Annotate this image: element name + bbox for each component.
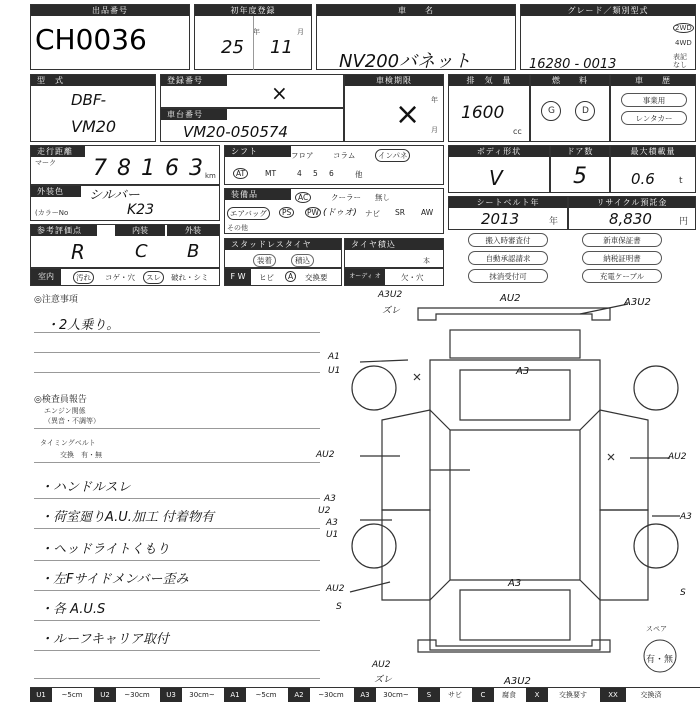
report-line-6: ・ルーフキャリア取付 (40, 632, 169, 647)
lot-label: 出品番号 (31, 5, 189, 16)
legend-code-a2: A2 (288, 688, 310, 702)
fw-box (224, 268, 342, 286)
report-rule-2 (34, 528, 320, 529)
report-rule-5 (34, 620, 320, 621)
mark-cross-1 (414, 374, 420, 380)
recycle-box (568, 196, 696, 230)
doors-box (550, 145, 610, 193)
report-rule-1 (34, 498, 320, 499)
inspection-label: 車検期限 (345, 75, 443, 86)
report-rule-7 (34, 678, 320, 679)
equip-navi: ナビ (365, 209, 380, 218)
doc-warranty: 新車保証書 (582, 233, 662, 247)
diag-mark-1: A3U2 (378, 290, 403, 300)
diag-mark-15: A3 (508, 578, 522, 589)
tire-load-unit: 本 (423, 257, 430, 265)
drive-none: 表記なし (673, 53, 687, 69)
equip-tv-annot: (ドゥオ) (323, 208, 357, 218)
belt-box (448, 196, 568, 230)
wheel-rr (634, 524, 678, 568)
report-line-1: ・ハンドルスレ (40, 480, 131, 495)
legend-code-xx: XX (600, 688, 626, 702)
diag-mark-13: U1 (326, 530, 339, 540)
shift-box (224, 145, 444, 185)
shift-mt: MT (265, 169, 277, 178)
grade-value: 16280 - 0013 (529, 57, 617, 72)
engine-label: エンジン関係 (44, 407, 86, 415)
fuel-label: 燃 料 (531, 75, 609, 86)
fuel-d: D (582, 106, 589, 116)
capacity-box (610, 145, 696, 193)
spare-label: スペア (646, 625, 667, 633)
doc-tax-cert: 納税証明書 (582, 251, 662, 265)
mileage-label: 走行距離 (31, 146, 85, 157)
diag-mark-12: A3 (326, 518, 338, 528)
timing-sub: 交換 有・無 (60, 451, 102, 459)
divider (253, 16, 254, 70)
shift-panel: インパネ (375, 149, 410, 162)
capacity-unit: t (679, 176, 683, 186)
mileage-mark: マーク (35, 159, 56, 167)
report-line-4: ・左Fサイドメンバー歪み (40, 572, 189, 587)
drive-2wd: 2WD (675, 24, 692, 32)
fw-opt2: A (285, 271, 296, 282)
shift-floor: フロア (291, 151, 314, 160)
audio-opts: 欠・穴 (401, 273, 424, 282)
shift-gear-5: 5 (313, 169, 318, 178)
right-side-upper (600, 410, 648, 510)
reg-no-label: 登録番号 (161, 75, 227, 86)
diag-mark-20: ズレ (374, 675, 393, 685)
legend-desc-x: 交換要す (559, 691, 587, 699)
shift-at: AT (233, 168, 248, 179)
studless-opt1: 装着 (253, 254, 276, 267)
chassis-label: 車台番号 (161, 109, 227, 120)
studless-box (224, 238, 342, 268)
model-line1: DBF- (71, 91, 107, 109)
history-rental: レンタカー (621, 111, 687, 125)
legend-code-x: X (526, 688, 548, 702)
fuel-box (530, 74, 610, 142)
equip-other-label: その他 (227, 224, 248, 232)
chassis-box (160, 108, 344, 142)
wheel-fr (634, 366, 678, 410)
studless-label: スタッドレスタイヤ (225, 239, 341, 250)
diag-mark-21: A3U2 (504, 676, 531, 687)
left-side-lower (382, 510, 430, 600)
model-line2: VM20 (71, 117, 117, 136)
equip-ps: PS (279, 207, 294, 218)
left-side-upper (382, 410, 430, 510)
fw-label: F W (225, 269, 251, 285)
color-value: シルバー (89, 188, 140, 203)
car-name-label: 車 名 (317, 5, 515, 16)
displacement-box (448, 74, 530, 142)
right-side-lower (600, 510, 648, 600)
legend-code-u1: U1 (30, 688, 52, 702)
studless-opt2: 積込 (291, 254, 314, 267)
grade-box (520, 4, 696, 70)
color-code-label: (カラーNo (35, 209, 69, 217)
drive-4wd: 4WD (675, 39, 692, 47)
mileage-digit-3: 1 (141, 156, 155, 181)
room-scuff: スレ (143, 271, 164, 284)
displacement-label: 排 気 量 (449, 75, 529, 86)
body-outline (430, 360, 600, 650)
interior-header: 内装 (115, 225, 165, 236)
wheel-rl (352, 524, 396, 568)
legend-desc-a2: ~30cm (318, 691, 344, 699)
vehicle-diagram (330, 290, 700, 686)
diag-mark-9: AU2 (668, 452, 687, 462)
reg-no-value: × (271, 81, 288, 105)
diag-mark-16: AU2 (326, 584, 345, 594)
inspection-value: × (395, 97, 421, 132)
score-overall: R (71, 240, 85, 264)
insp-year-unit: 年 (431, 96, 438, 104)
mileage-digit-2: 8 (117, 156, 131, 181)
diag-mark-6: U1 (328, 366, 341, 376)
report-line-5: ・各 A.U.S (40, 602, 106, 617)
mileage-digit-4: 6 (165, 156, 179, 181)
spare-value: 有・無 (646, 655, 674, 665)
first-reg-month: 11 (270, 37, 293, 58)
equip-cooler: クーラー (331, 193, 361, 202)
hood (460, 590, 570, 640)
equipment-box (224, 188, 444, 234)
lot-number-box (30, 4, 190, 70)
legend-code-a3: A3 (354, 688, 376, 702)
doc-cancel: 抹消受付可 (468, 269, 548, 283)
inspection-box (344, 74, 444, 142)
equip-aw: AW (421, 208, 434, 217)
history-label: 車 歴 (611, 75, 695, 86)
cc-unit: cc (513, 127, 522, 136)
lot-number: CH0036 (35, 23, 147, 56)
fw-opt1: ヒビ (259, 273, 274, 282)
model-box (30, 74, 156, 142)
notes-text: ・2人乗り。 (46, 318, 120, 333)
legend-desc-u1: ~5cm (61, 691, 83, 699)
body-shape-box (448, 145, 550, 193)
mileage-digit-1: 7 (93, 156, 107, 181)
first-reg-label: 初年度登録 (195, 5, 311, 16)
body-shape-label: ボディ形状 (449, 146, 549, 157)
capacity-value: 0.6 (631, 170, 655, 188)
diag-mark-19: AU2 (372, 660, 391, 670)
diag-mark-18: S (680, 588, 686, 598)
room-tear: 破れ・シミ (171, 273, 209, 282)
legend-desc-s: サビ (448, 691, 462, 699)
room-label: 室内 (31, 269, 61, 285)
timing-label: タイミングベルト (40, 439, 96, 447)
report-line-2: ・荷室廻りA.U.加工 付着物有 (40, 510, 215, 525)
doors-label: ドア数 (551, 146, 609, 157)
exterior-header: 外装 (167, 225, 219, 236)
legend-desc-xx: 交換済 (640, 691, 662, 699)
belt-value: 2013 (481, 210, 520, 228)
month-unit: 月 (297, 28, 304, 36)
legend-code-s: S (418, 688, 440, 702)
equipment-label: 装備品 (225, 189, 291, 200)
belt-unit: 年 (549, 217, 559, 227)
mileage-box (30, 145, 220, 185)
engine-sub: （異音・不調等） (44, 417, 100, 425)
roof-panel (460, 370, 570, 420)
color-label: 外装色 (31, 186, 81, 197)
diag-mark-5: A1 (328, 352, 340, 362)
timing-line (34, 462, 320, 463)
diag-mark-4: A3U2 (624, 297, 651, 308)
shift-column: コラム (333, 151, 356, 160)
displacement-value: 1600 (461, 103, 505, 123)
tire-load-label: タイヤ積込 (345, 239, 443, 250)
doc-inbound: 搬入時審査付 (468, 233, 548, 247)
audio-box (344, 268, 444, 286)
scores-box (30, 224, 220, 268)
report-rule-3 (34, 560, 320, 561)
reg-number-box (160, 74, 344, 108)
recycle-label: リサイクル預託金 (569, 197, 695, 208)
equip-ac: AC (295, 192, 311, 203)
recycle-value: 8,830 (609, 210, 652, 228)
insp-month-unit: 月 (431, 126, 438, 134)
notes-line-2 (34, 352, 320, 353)
diag-mark-7: A3 (516, 366, 530, 377)
shift-gear-4: 4 (297, 169, 302, 178)
room-dirt: 汚れ (73, 271, 94, 284)
mileage-unit: km (205, 172, 216, 180)
history-box (610, 74, 696, 142)
equip-sr: SR (395, 208, 405, 217)
diag-mark-14: A3 (680, 512, 692, 522)
mileage-digit-5: 3 (189, 156, 203, 181)
doors-value: 5 (573, 164, 587, 189)
legend-code-u2: U2 (94, 688, 116, 702)
diag-mark-3: AU2 (500, 293, 521, 304)
year-unit: 年 (253, 28, 260, 36)
notes-title: ◎注意事項 (34, 295, 78, 305)
diag-mark-11: U2 (318, 506, 331, 516)
capacity-label: 最大積載量 (611, 146, 695, 157)
doc-auto-approval: 自動承認請求 (468, 251, 548, 265)
body-shape-value: V (489, 166, 503, 190)
legend-desc-c: 腐食 (502, 691, 516, 699)
color-code-value: K23 (127, 202, 154, 218)
fw-opt3: 交換要 (305, 273, 328, 282)
shift-label: シフト (225, 146, 291, 157)
audio-label: オーディ オ (345, 269, 385, 285)
legend-desc-a1: ~5cm (255, 691, 277, 699)
cabin-top (450, 330, 580, 358)
mark-cross-2 (608, 454, 614, 460)
score-interior: C (135, 241, 148, 262)
doc-charge-cable: 充電ケーブル (582, 269, 662, 283)
shift-other: 他 (355, 170, 363, 179)
recycle-unit: 円 (679, 217, 689, 227)
notes-line-1 (34, 332, 320, 333)
scores-label: 参考評価点 (31, 225, 97, 236)
legend-desc-u2: ~30cm (124, 691, 150, 699)
legend-desc-u3: 30cm~ (189, 691, 215, 699)
car-name-box (316, 4, 516, 70)
legend-code-c: C (472, 688, 494, 702)
grade-label: グレード／類別型式 (521, 5, 695, 16)
diag-mark-17: S (336, 602, 342, 612)
report-rule-4 (34, 590, 320, 591)
shift-gear-6: 6 (329, 169, 334, 178)
model-label: 型 式 (31, 75, 155, 86)
legend-desc-a3: 30cm~ (383, 691, 409, 699)
room-box (30, 268, 220, 286)
first-registration-box (194, 4, 312, 70)
history-business: 事業用 (621, 93, 687, 107)
diag-mark-2: ズレ (382, 306, 401, 316)
car-name: NV200バネット (339, 51, 472, 72)
room-burn: コゲ・穴 (105, 273, 135, 282)
legend-code-a1: A1 (224, 688, 246, 702)
wheel-fl (352, 366, 396, 410)
diag-mark-10: A3 (324, 494, 336, 504)
legend-code-u3: U3 (160, 688, 182, 702)
diag-mark-8: AU2 (316, 450, 335, 460)
color-box (30, 185, 220, 221)
report-line-3: ・ヘッドライトくもり (40, 542, 170, 557)
inspector-title: ◎検査員報告 (34, 395, 87, 405)
equip-pw: PW (307, 208, 319, 217)
score-exterior: B (187, 241, 200, 262)
first-reg-year: 25 (221, 37, 244, 58)
tire-load-box (344, 238, 444, 268)
chassis-value: VM20-050574 (183, 123, 288, 141)
belt-label: シートベルト年 (449, 197, 567, 208)
equip-airbag: エアバッグ (227, 207, 270, 220)
fuel-g: G (548, 106, 555, 116)
notes-line-3 (34, 372, 320, 373)
report-rule-6 (34, 650, 320, 651)
equip-none: 無し (375, 193, 390, 202)
engine-line (34, 428, 320, 429)
